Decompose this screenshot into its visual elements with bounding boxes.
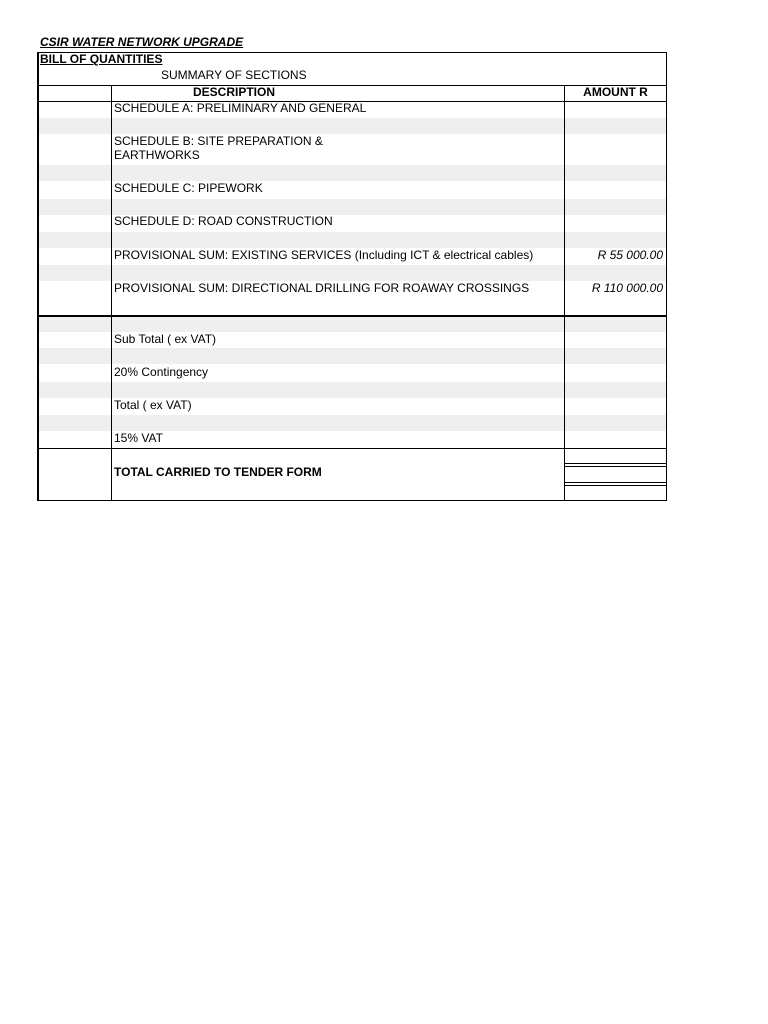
section-description: SCHEDULE A: PRELIMINARY AND GENERAL (114, 101, 367, 115)
section-row (37, 134, 667, 162)
section-description: SCHEDULE D: ROAD CONSTRUCTION (114, 214, 333, 228)
section-row (37, 248, 667, 262)
summary-heading: SUMMARY OF SECTIONS (161, 68, 307, 82)
description-column-header: DESCRIPTION (193, 85, 276, 99)
grand-total-amount-double-rule (564, 482, 667, 483)
section-description: PROVISIONAL SUM: EXISTING SERVICES (Including ICT & electrical cables) (114, 248, 534, 262)
section-row (37, 281, 667, 295)
section-row (37, 181, 667, 195)
section-description: PROVISIONAL SUM: DIRECTIONAL DRILLING FOR ROAWAY CROSSINGS (114, 281, 530, 295)
section-row (37, 214, 667, 228)
total-label: Total ( ex VAT) (114, 398, 192, 412)
bill-heading: BILL OF QUANTITIES (40, 52, 163, 66)
section-description: SCHEDULE B: SITE PREPARATION & (114, 134, 323, 148)
row-stripe (39, 199, 666, 215)
row-stripe (39, 348, 666, 364)
total-row (37, 365, 667, 379)
grand-total-rule (37, 448, 667, 449)
total-row (37, 332, 667, 346)
sections-end-rule (37, 315, 667, 317)
row-stripe (39, 265, 666, 281)
total-label: 20% Contingency (114, 365, 209, 379)
project-title: CSIR WATER NETWORK UPGRADE (40, 35, 244, 49)
total-label: Sub Total ( ex VAT) (114, 332, 217, 346)
grand-total-amount-double-rule (564, 485, 667, 486)
grand-total-amount-double-rule (564, 463, 667, 464)
row-stripe (39, 317, 666, 332)
section-description: SCHEDULE C: PIPEWORK (114, 181, 263, 195)
row-stripe (39, 232, 666, 248)
section-amount: R 110 000.00 (591, 281, 663, 295)
row-stripe (39, 118, 666, 134)
row-stripe (39, 382, 666, 398)
grand-total-amount-double-rule (564, 466, 667, 467)
grand-total-label: TOTAL CARRIED TO TENDER FORM (114, 465, 322, 479)
grand-total-row (37, 465, 667, 479)
row-stripe (39, 165, 666, 181)
section-amount: R 55 000.00 (597, 248, 663, 262)
total-row (37, 431, 667, 445)
section-description-continued: EARTHWORKS (114, 148, 200, 162)
total-row (37, 398, 667, 412)
section-row (37, 101, 667, 115)
total-label: 15% VAT (114, 431, 163, 445)
bill-of-quantities-table (37, 52, 667, 501)
row-stripe (39, 415, 666, 431)
amount-column-header: AMOUNT R (583, 85, 648, 99)
table-bottom-border (37, 500, 667, 501)
